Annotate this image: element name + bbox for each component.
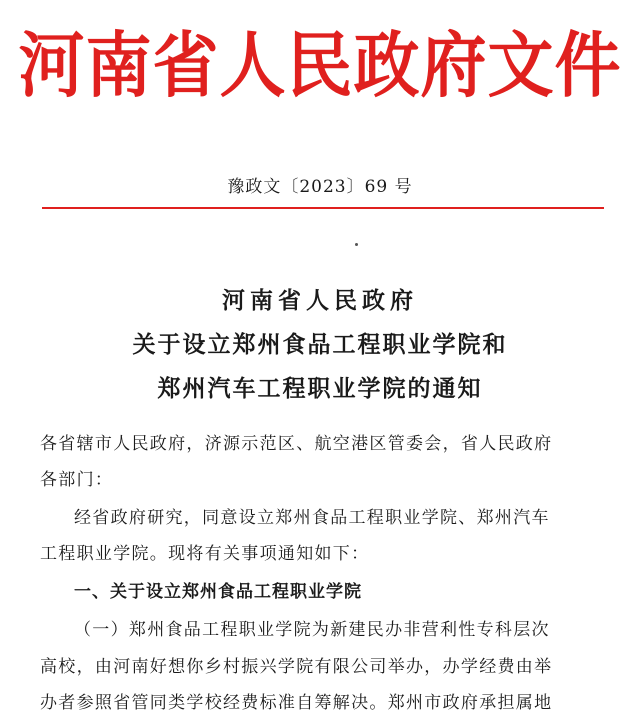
title-line-subject-1: 关于设立郑州食品工程职业学院和 (132, 331, 508, 358)
title-line-issuer: 河南省人民政府 (222, 287, 418, 314)
intro-line-2: 工程职业学院。现将有关事项通知如下： (40, 544, 370, 564)
intro-line-1: 经省政府研究，同意设立郑州食品工程职业学院、郑州汽车 (74, 508, 550, 528)
body-line-2: 高校，由河南好想你乡村振兴学院有限公司举办，办学经费由举 (40, 657, 553, 677)
section-heading-1: 一、关于设立郑州食品工程职业学院 (74, 582, 362, 602)
document-masthead: 河南省人民政府文件 (18, 23, 622, 108)
document-number: 豫政文〔2023〕69 号 (227, 177, 413, 197)
addressee-line-1: 各省辖市人民政府，济源示范区、航空港区管委会，省人民政府 (40, 434, 553, 454)
scan-speck (355, 243, 358, 246)
addressee-line-2: 各部门： (40, 470, 114, 490)
title-line-subject-2: 郑州汽车工程职业学院的通知 (157, 375, 483, 402)
body-line-1: （一）郑州食品工程职业学院为新建民办非营利性专科层次 (74, 620, 550, 640)
red-divider-rule (42, 207, 604, 209)
body-line-3: 办者参照省管同类学校经费标准自筹解决。郑州市政府承担属地 (40, 693, 553, 713)
